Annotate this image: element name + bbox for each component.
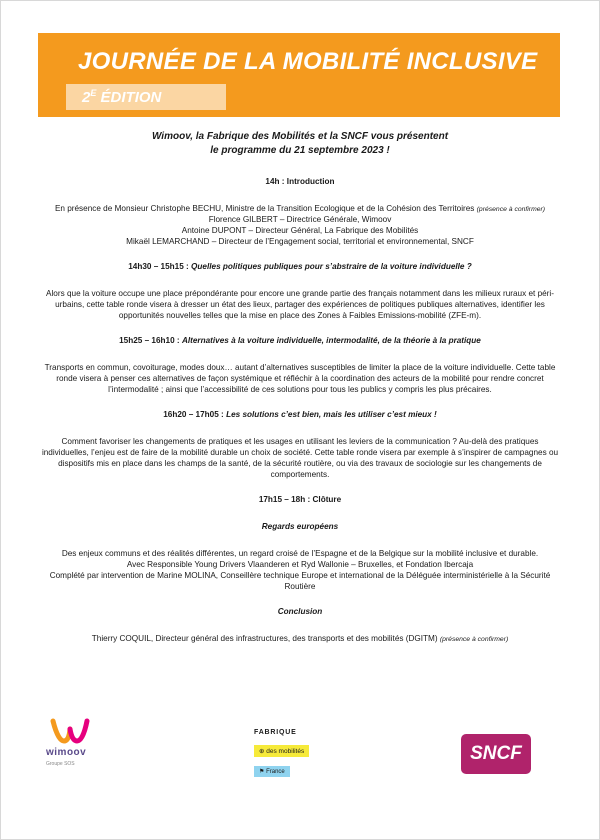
wimoov-subtitle: Groupe SOS (46, 761, 75, 767)
session2-text: Transports en commun, covoiturage, modes doux… autant d’alternatives susceptibles de limiter la place de la voiture individuelle. Cette table ronde visera à penser ces alternatives de façon systémique et réfléchir à la coordination des acteurs de la mobilité pour rendre concret l’intermodalité ; ainsi que l’accessibilité de ces solutions pour tous les publics y compris les plus précaires. (44, 362, 556, 394)
partner-logos (0, 715, 600, 785)
flag-icon: ⚑ (259, 769, 265, 775)
sncf-text: SNCF (470, 743, 522, 764)
sncf-logo (461, 734, 531, 774)
wimoov-logo (44, 717, 124, 777)
session1-heading: 14h30 – 15h15 : Quelles politiques publiques pour s’abstraire de la voiture individuelle ? (128, 261, 472, 271)
introduction-heading: 14h : Introduction (265, 177, 335, 186)
target-icon: ⊕ (259, 748, 265, 755)
edition-label: $2^E$ ÉDITION (82, 88, 162, 106)
fabrique-mobilites: ⊕ des mobilités (254, 745, 309, 757)
session1-text: Alors que la voiture occupe une place prépondérante pour encore une grande partie des français notamment dans les milieux ruraux et péri-urbains, cette table ronde visera à dresser un état des lieux, partager des expériences de politiques publiques alternatives, identifier les opportunités nouvelles telles que la mise en place des Zones à Faibles Emissions-mobilité (ZFE-m). (46, 288, 554, 320)
introduction-speakers: En présence de Monsieur Christophe BECHU, Ministre de la Transition Ecologique et de la Cohésion des Territoires (présence à confirmer) Florence GILBERT – Directrice Générale, Wimoov Antoine DUPONT – Directeur Général, La Fabrique des Mobilités Mikaël LEMARCHAND – Directeur de l’Engagement social, territorial et environnemental, SNCF (54, 203, 546, 246)
programme (40, 130, 560, 659)
regards-heading: Regards européens (261, 521, 339, 531)
wimoov-w-icon (50, 717, 90, 747)
session3-heading: 16h20 – 17h05 : Les solutions c’est bien, mais les utiliser c’est mieux ! (163, 409, 437, 419)
fabrique-title: FABRIQUE (254, 729, 297, 736)
wimoov-name: wimoov (46, 747, 87, 758)
intro: Wimoov, la Fabrique des Mobilités et la SNCF vous présentent le programme du 21 septembre 2023 ! (151, 131, 449, 156)
regards-text: Des enjeux communs et des réalités différentes, un regard croisé de l’Espagne et de la Belgique sur la mobilité inclusive et durable. Avec Responsible Young Drivers Vlaanderen et Ryd Wallonie – Bruxelles, et Fondation Ibercaja Complété par intervention de Marine MOLINA, Conseillère technique Europe et international de la Déléguée interministérielle à la Sécurité Routière (49, 548, 551, 591)
session3-text: Comment favoriser les changements de pratiques et les usages en utilisant les leviers de la communication ? Au-delà des pratiques individuelles, l’enjeu est de faire de la mobilité durable un choix de société. Cette table ronde visera par exemple à s’inspirer de campagnes ou dispositifs mis en place dans les champs de la santé, de la sécurité routière, ou via des travaux de sociologie sur les changements de comportements. (41, 436, 559, 479)
event-title: JOURNÉE DE LA MOBILITÉ INCLUSIVE (78, 48, 538, 75)
conclusion-text: Thierry COQUIL, Directeur général des infrastructures, des transports et des mobilités (DGITM) (présence à confirmer) (91, 633, 509, 643)
conclusion-heading: Conclusion (277, 606, 323, 616)
fabrique-france: ⚑ France (254, 766, 290, 777)
cloture-heading: 17h15 – 18h : Clôture (258, 494, 342, 504)
fabrique-logo (254, 729, 334, 778)
session2-heading: 15h25 – 16h10 : Alternatives à la voiture individuelle, intermodalité, de la théorie à la pratique (119, 335, 481, 345)
